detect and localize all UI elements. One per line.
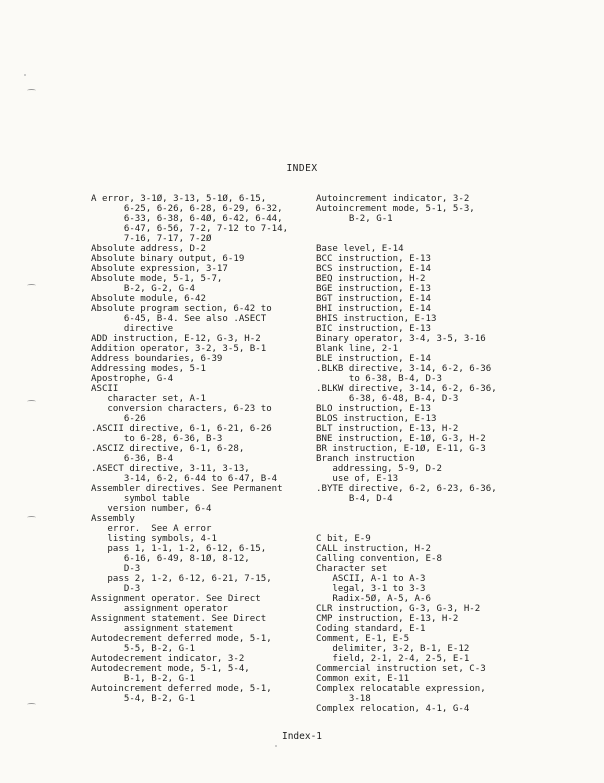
index-entry-left-line: directive bbox=[91, 324, 174, 334]
index-entry-right-line: B-2, G-1 bbox=[316, 214, 393, 224]
index-entry-right-line: BNE instruction, E-1Ø, G-3, H-2 bbox=[316, 434, 486, 444]
index-entry-right-line: BLE instruction, E-14 bbox=[316, 354, 431, 364]
index-entry-right-line: 6-38, 6-48, B-4, D-3 bbox=[316, 394, 459, 404]
index-entry-right-line: BIC instruction, E-13 bbox=[316, 324, 431, 334]
scan-mark bbox=[27, 284, 36, 287]
index-entry-right-line: B-4, D-4 bbox=[316, 494, 393, 504]
index-entry-left-line: B-2, G-2, G-4 bbox=[91, 284, 196, 294]
index-entry-left-line: Absolute program section, 6-42 to bbox=[91, 304, 272, 314]
index-entry-left-line: version number, 6-4 bbox=[91, 504, 212, 514]
index-entry-right-line: CALL instruction, H-2 bbox=[316, 544, 431, 554]
index-entry-right-line: BR instruction, E-1Ø, E-11, G-3 bbox=[316, 444, 486, 454]
index-entry-left-line: Absolute binary output, 6-19 bbox=[91, 254, 245, 264]
index-entry-left-line: Autoincrement deferred mode, 5-1, bbox=[91, 684, 272, 694]
index-entry-right-line: to 6-38, B-4, D-3 bbox=[316, 374, 442, 384]
index-entry-left-line: A error, 3-1Ø, 3-13, 5-1Ø, 6-15, bbox=[91, 194, 267, 204]
page-number: Index-1 bbox=[281, 731, 323, 742]
index-entry-left-line: 5-5, B-2, G-1 bbox=[91, 644, 196, 654]
index-entry-left-line: Addition operator, 3-2, 3-5, B-1 bbox=[91, 344, 267, 354]
page-title: INDEX bbox=[286, 163, 318, 174]
index-entry-right-line: Branch instruction bbox=[316, 454, 415, 464]
index-column-right bbox=[316, 194, 571, 714]
index-entry-right-line: .BLKB directive, 3-14, 6-2, 6-36 bbox=[316, 364, 492, 374]
index-entry-left-line: listing symbols, 4-1 bbox=[91, 534, 217, 544]
index-entry-right-line: BLO instruction, E-13 bbox=[316, 404, 431, 414]
index-entry-left-line: 6-33, 6-38, 6-4Ø, 6-42, 6-44, bbox=[91, 214, 283, 224]
index-entry-right-line bbox=[316, 514, 571, 524]
index-entry-right-line bbox=[316, 224, 571, 234]
scan-mark bbox=[27, 516, 36, 519]
index-entry-right-line: Calling convention, E-8 bbox=[316, 554, 442, 564]
index-entry-left-line: Addressing modes, 5-1 bbox=[91, 364, 206, 374]
index-entry-right-line: Binary operator, 3-4, 3-5, 3-16 bbox=[316, 334, 486, 344]
index-entry-left-line: character set, A-1 bbox=[91, 394, 206, 404]
index-entry-left-line: Absolute mode, 5-1, 5-7, bbox=[91, 274, 223, 284]
index-entry-left-line: 5-4, B-2, G-1 bbox=[91, 694, 196, 704]
index-entry-right-line: legal, 3-1 to 3-3 bbox=[316, 584, 426, 594]
index-entry-right-line bbox=[316, 504, 571, 514]
index-entry-right-line: Autoincrement mode, 5-1, 5-3, bbox=[316, 204, 475, 214]
index-entry-left-line: symbol table bbox=[91, 494, 190, 504]
index-entry-right-line: CLR instruction, G-3, G-3, H-2 bbox=[316, 604, 481, 614]
index-entry-left-line: 6-47, 6-56, 7-2, 7-12 to 7-14, bbox=[91, 224, 289, 234]
index-entry-left-line: 6-25, 6-26, 6-28, 6-29, 6-32, bbox=[91, 204, 283, 214]
index-entry-left-line: to 6-28, 6-36, B-3 bbox=[91, 434, 223, 444]
index-entry-left-line: Assignment statement. See Direct bbox=[91, 614, 267, 624]
index-entry-left-line: assignment statement bbox=[91, 624, 234, 634]
index-entry-left-line: Autodecrement indicator, 3-2 bbox=[91, 654, 245, 664]
index-entry-left-line: Absolute expression, 3-17 bbox=[91, 264, 228, 274]
index-entry-right-line: Coding standard, E-1 bbox=[316, 624, 426, 634]
index-entry-right-line: CMP instruction, E-13, H-2 bbox=[316, 614, 459, 624]
scan-speck bbox=[275, 745, 277, 747]
index-entry-left-line: 6-16, 6-49, 8-1Ø, 8-12, bbox=[91, 554, 250, 564]
index-entry-right-line: Base level, E-14 bbox=[316, 244, 404, 254]
index-entry-left-line: pass 1, 1-1, 1-2, 6-12, 6-15, bbox=[91, 544, 267, 554]
index-entry-right-line: C bit, E-9 bbox=[316, 534, 371, 544]
index-entry-left-line: Absolute address, D-2 bbox=[91, 244, 206, 254]
index-entry-left-line: Apostrophe, G-4 bbox=[91, 374, 174, 384]
index-entry-right-line: .BLKW directive, 3-14, 6-2, 6-36, bbox=[316, 384, 497, 394]
index-entry-left-line: Absolute module, 6-42 bbox=[91, 294, 206, 304]
index-entry-left-line: Autodecrement mode, 5-1, 5-4, bbox=[91, 664, 250, 674]
index-entry-right-line: Complex relocation, 4-1, G-4 bbox=[316, 704, 470, 714]
index-entry-right-line: Autoincrement indicator, 3-2 bbox=[316, 194, 470, 204]
index-entry-right-line: Character set bbox=[316, 564, 388, 574]
index-entry-right-line: BCS instruction, E-14 bbox=[316, 264, 431, 274]
index-entry-left-line: Autodecrement deferred mode, 5-1, bbox=[91, 634, 272, 644]
index-entry-right-line: BCC instruction, E-13 bbox=[316, 254, 431, 264]
index-entry-right-line: BEQ instruction, H-2 bbox=[316, 274, 426, 284]
index-entry-left-line: D-3 bbox=[91, 584, 141, 594]
index-entry-right-line: .BYTE directive, 6-2, 6-23, 6-36, bbox=[316, 484, 497, 494]
index-entry-right-line: use of, E-13 bbox=[316, 474, 399, 484]
index-entry-left-line: Address boundaries, 6-39 bbox=[91, 354, 223, 364]
scan-speck bbox=[24, 74, 26, 76]
index-entry-right-line: Blank line, 2-1 bbox=[316, 344, 399, 354]
index-entry-right-line: addressing, 5-9, D-2 bbox=[316, 464, 442, 474]
index-entry-left-line: B-1, B-2, G-1 bbox=[91, 674, 196, 684]
index-entry-right-line: 3-18 bbox=[316, 694, 371, 704]
index-entry-left-line: 3-14, 6-2, 6-44 to 6-47, B-4 bbox=[91, 474, 278, 484]
index-entry-right-line: BGT instruction, E-14 bbox=[316, 294, 431, 304]
index-entry-left-line: 6-45, B-4. See also .ASECT bbox=[91, 314, 267, 324]
index-entry-right-line: BHIS instruction, E-13 bbox=[316, 314, 437, 324]
scan-mark bbox=[27, 400, 36, 403]
index-entry-right-line: Comment, E-1, E-5 bbox=[316, 634, 410, 644]
scan-mark bbox=[27, 703, 36, 706]
index-entry-left-line: Assembler directives. See Permanent bbox=[91, 484, 283, 494]
index-entry-right-line: BHI instruction, E-14 bbox=[316, 304, 431, 314]
index-entry-left-line: .ASECT directive, 3-11, 3-13, bbox=[91, 464, 250, 474]
index-entry-left-line: assignment operator bbox=[91, 604, 228, 614]
index-entry-left-line: pass 2, 1-2, 6-12, 6-21, 7-15, bbox=[91, 574, 272, 584]
index-entry-right-line: BGE instruction, E-13 bbox=[316, 284, 431, 294]
index-entry-left-line: error. See A error bbox=[91, 524, 212, 534]
index-entry-left-line: 7-16, 7-17, 7-2Ø bbox=[91, 234, 212, 244]
scan-mark bbox=[27, 89, 36, 92]
index-entry-left-line: Assembly bbox=[91, 514, 135, 524]
index-entry-left-line: 6-26 bbox=[91, 414, 146, 424]
index-entry-right-line: Commercial instruction set, C-3 bbox=[316, 664, 486, 674]
index-entry-left-line: .ASCII directive, 6-1, 6-21, 6-26 bbox=[91, 424, 272, 434]
index-entry-left-line: ASCII bbox=[91, 384, 119, 394]
index-entry-left-line: D-3 bbox=[91, 564, 141, 574]
index-entry-right-line bbox=[316, 524, 571, 534]
index-entry-right-line: Common exit, E-11 bbox=[316, 674, 410, 684]
index-entry-right-line: ASCII, A-1 to A-3 bbox=[316, 574, 426, 584]
index-column-left bbox=[91, 194, 313, 704]
index-entry-right-line: BLT instruction, E-13, H-2 bbox=[316, 424, 459, 434]
index-entry-left-line: 6-36, B-4 bbox=[91, 454, 174, 464]
index-entry-left-line: conversion characters, 6-23 to bbox=[91, 404, 272, 414]
index-entry-right-line: BLOS instruction, E-13 bbox=[316, 414, 437, 424]
index-entry-right-line: Complex relocatable expression, bbox=[316, 684, 486, 694]
index-entry-left-line: .ASCIZ directive, 6-1, 6-28, bbox=[91, 444, 245, 454]
index-entry-left-line: ADD instruction, E-12, G-3, H-2 bbox=[91, 334, 261, 344]
index-entry-right-line: field, 2-1, 2-4, 2-5, E-1 bbox=[316, 654, 470, 664]
index-entry-right-line bbox=[316, 234, 571, 244]
index-entry-right-line: delimiter, 3-2, B-1, E-12 bbox=[316, 644, 470, 654]
index-entry-left-line: Assignment operator. See Direct bbox=[91, 594, 261, 604]
index-entry-right-line: Radix-5Ø, A-5, A-6 bbox=[316, 594, 431, 604]
